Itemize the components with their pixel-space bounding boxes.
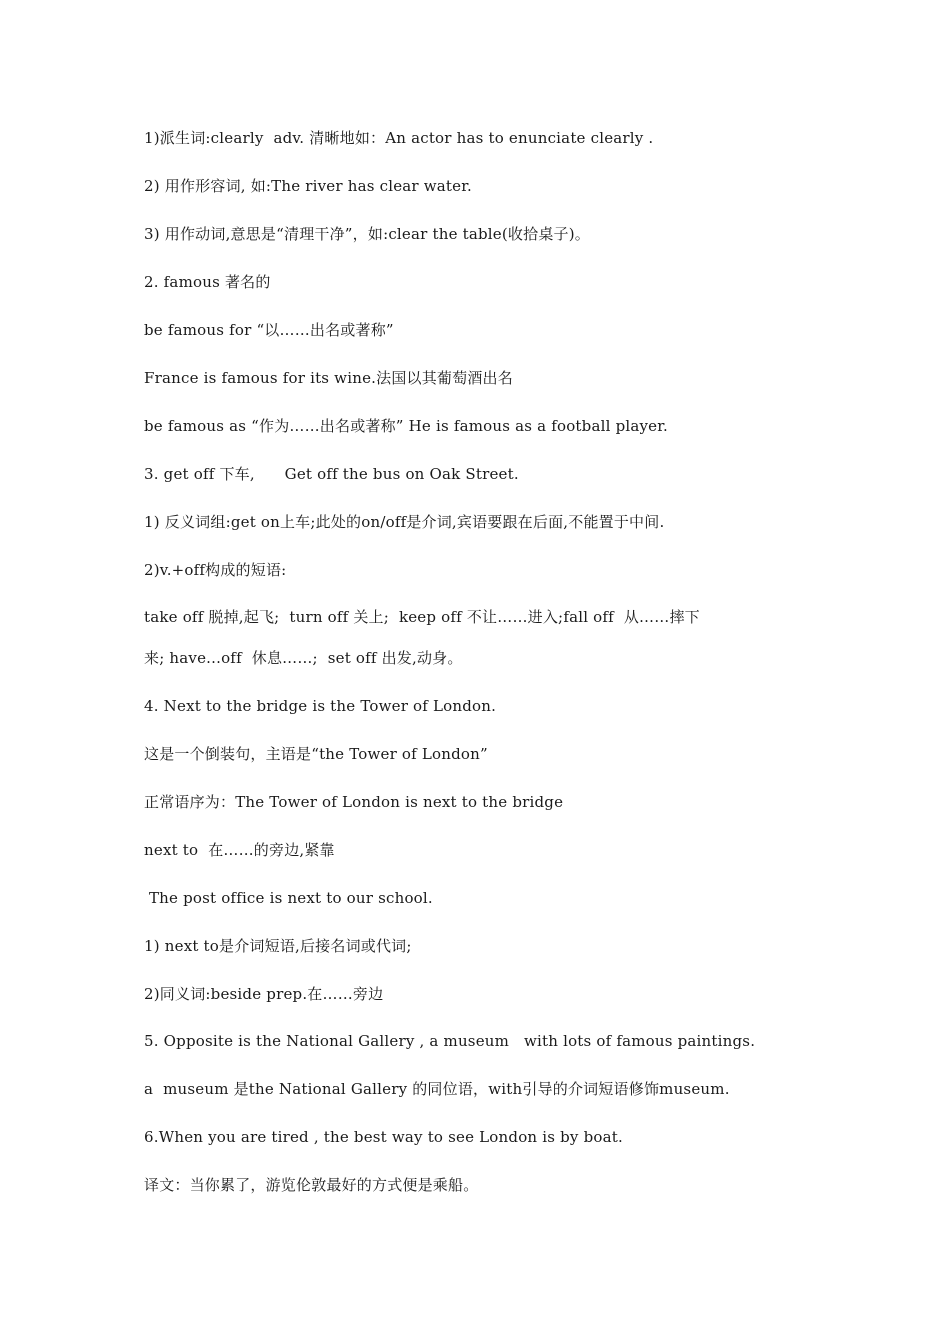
- text-line-post-office-example: The post office is next to our school.: [144, 889, 433, 907]
- text-line-off-phrases-1: take off 脱掉,起飞; turn off 关上; keep off 不让……进入;fall off 从……摔下: [144, 608, 700, 626]
- text-line-famous-for: be famous for “以……出名或著称”: [144, 321, 394, 339]
- text-line-off-phrases-heading: 2)v.+off构成的短语:: [144, 561, 287, 579]
- text-line-normal-order: 正常语序为：The Tower of London is next to the bridge: [144, 793, 564, 811]
- text-line-beside-synonym: 2)同义词:beside prep.在……旁边: [144, 985, 384, 1003]
- text-line-get-off-heading: 3. get off 下车, Get off the bus on Oak Street.: [144, 465, 519, 483]
- text-line-by-boat-heading: 6.When you are tired , the best way to see London is by boat.: [144, 1128, 623, 1146]
- text-line-translation: 译文：当你累了，游览伦敦最好的方式便是乘船。: [144, 1176, 479, 1194]
- text-line-next-to-heading: 4. Next to the bridge is the Tower of London.: [144, 697, 497, 715]
- text-line-opposite-heading: 5. Opposite is the National Gallery , a museum with lots of famous paintings.: [144, 1032, 756, 1050]
- text-line-appositive-note: a museum 是the National Gallery 的同位语，with引导的介词短语修饰museum.: [144, 1080, 730, 1098]
- text-line-next-to-prep-phrase: 1) next to是介词短语,后接名词或代词;: [144, 937, 412, 955]
- text-line-clear-verb: 3) 用作动词,意思是“清理干净”，如:clear the table(收拾桌子)。: [144, 225, 590, 243]
- text-line-france-example: France is famous for its wine.法国以其葡萄酒出名: [144, 369, 513, 387]
- text-line-clear-adjective: 2) 用作形容词, 如:The river has clear water.: [144, 177, 472, 195]
- text-line-famous-as: be famous as “作为……出名或著称” He is famous as a football player.: [144, 417, 668, 435]
- text-line-clearly-derivative: 1)派生词:clearly adv. 清晰地如：An actor has to enunciate clearly .: [144, 129, 654, 147]
- text-line-famous-heading: 2. famous 著名的: [144, 273, 271, 291]
- text-line-get-on-antonym: 1) 反义词组:get on上车;此处的on/off是介词,宾语要跟在后面,不能置于中间.: [144, 513, 665, 531]
- text-line-next-to-meaning: next to 在……的旁边,紧靠: [144, 841, 335, 859]
- text-line-off-phrases-2: 来; have...off 休息……; set off 出发,动身。: [144, 649, 463, 667]
- text-line-inversion-note: 这是一个倒装句，主语是“the Tower of London”: [144, 745, 488, 763]
